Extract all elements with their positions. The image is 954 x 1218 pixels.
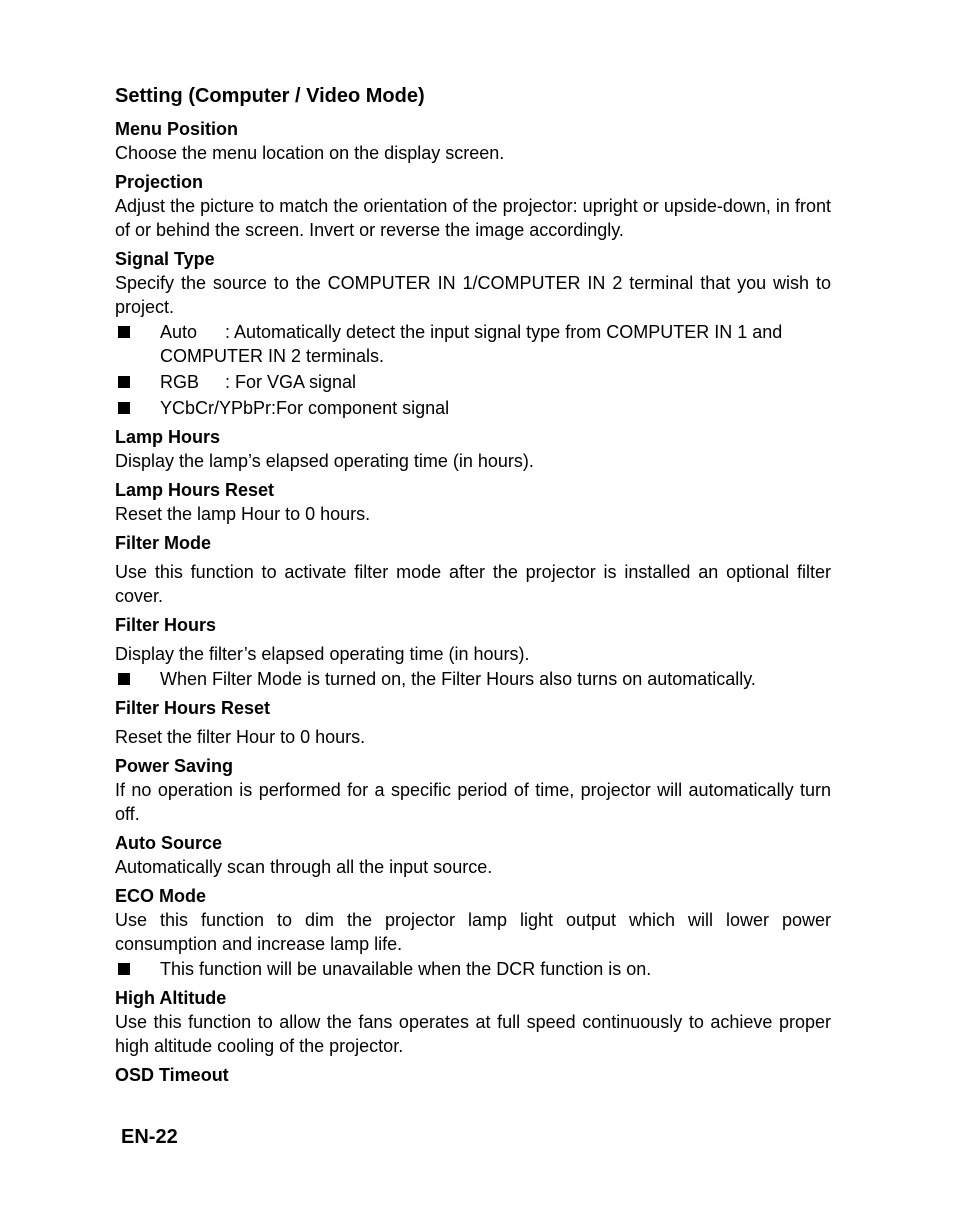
section-filter-hours-reset xyxy=(115,696,831,749)
section-heading: Projection xyxy=(115,172,204,192)
section-lamp-hours xyxy=(115,425,831,473)
bullet-list xyxy=(115,320,831,420)
list-item xyxy=(115,396,831,420)
section-heading: Signal Type xyxy=(115,249,215,269)
section-body: Use this function to activate filter mode after the projector is installed an optional filter cover. xyxy=(115,562,831,606)
page-title: Setting (Computer / Video Mode) xyxy=(115,85,425,107)
list-item xyxy=(115,370,831,394)
section-heading: OSD Timeout xyxy=(115,1065,229,1085)
section-body: Specify the source to the COMPUTER IN 1/COMPUTER IN 2 terminal that you wish to project. xyxy=(115,273,831,317)
square-bullet-icon xyxy=(118,326,130,338)
section-high-altitude xyxy=(115,986,831,1058)
bullet-text: : For VGA signal xyxy=(225,372,357,392)
section-eco-mode xyxy=(115,884,831,981)
section-body: Use this function to allow the fans operates at full speed continuously to achieve proper high altitude cooling of the projector. xyxy=(115,1012,831,1056)
bullet-text: This function will be unavailable when the DCR function is on. xyxy=(160,959,652,979)
section-filter-mode xyxy=(115,531,831,608)
square-bullet-icon xyxy=(118,402,130,414)
bullet-text: : Automatically detect the input signal type from COMPUTER IN 1 and COMPUTER IN 2 terminals. xyxy=(160,322,783,366)
manual-page xyxy=(115,84,831,1092)
section-body: Use this function to dim the projector lamp light output which will lower power consumption and increase lamp life. xyxy=(115,910,831,954)
section-heading: Lamp Hours xyxy=(115,427,221,447)
section-auto-source xyxy=(115,831,831,879)
section-heading: Lamp Hours Reset xyxy=(115,480,275,500)
section-body: Choose the menu location on the display screen. xyxy=(115,143,505,163)
section-body: Reset the lamp Hour to 0 hours. xyxy=(115,504,371,524)
bullet-list xyxy=(115,957,831,981)
section-signal-type xyxy=(115,247,831,420)
list-item xyxy=(115,957,831,981)
square-bullet-icon xyxy=(118,673,130,685)
section-body: Display the filter’s elapsed operating time (in hours). xyxy=(115,644,530,664)
page-number: EN-22 xyxy=(121,1126,178,1148)
list-item xyxy=(115,667,831,691)
section-heading: High Altitude xyxy=(115,988,227,1008)
section-heading: Filter Hours Reset xyxy=(115,698,271,718)
section-body: Automatically scan through all the input source. xyxy=(115,857,493,877)
bullet-text: When Filter Mode is turned on, the Filter Hours also turns on automatically. xyxy=(160,669,756,689)
section-filter-hours xyxy=(115,613,831,691)
bullet-list xyxy=(115,667,831,691)
bullet-term: RGB xyxy=(160,372,200,392)
section-body: Reset the filter Hour to 0 hours. xyxy=(115,727,366,747)
section-body: If no operation is performed for a specific period of time, projector will automatically turn off. xyxy=(115,780,831,824)
section-heading: Power Saving xyxy=(115,756,234,776)
section-projection xyxy=(115,170,831,242)
list-item xyxy=(115,320,831,368)
section-lamp-hours-reset xyxy=(115,478,831,526)
section-power-saving xyxy=(115,754,831,826)
square-bullet-icon xyxy=(118,963,130,975)
square-bullet-icon xyxy=(118,376,130,388)
section-heading: Menu Position xyxy=(115,119,238,139)
section-osd-timeout xyxy=(115,1063,831,1087)
section-heading: Auto Source xyxy=(115,833,223,853)
section-heading: Filter Hours xyxy=(115,615,217,635)
section-heading: Filter Mode xyxy=(115,533,212,553)
bullet-text: YCbCr/YPbPr:For component signal xyxy=(160,398,450,418)
section-body: Adjust the picture to match the orientation of the projector: upright or upside-down, in front of or behind the screen. Invert or reverse the image accordingly. xyxy=(115,196,831,240)
section-body: Display the lamp’s elapsed operating time (in hours). xyxy=(115,451,534,471)
section-menu-position xyxy=(115,117,831,165)
bullet-term: Auto xyxy=(160,322,198,342)
section-heading: ECO Mode xyxy=(115,886,207,906)
